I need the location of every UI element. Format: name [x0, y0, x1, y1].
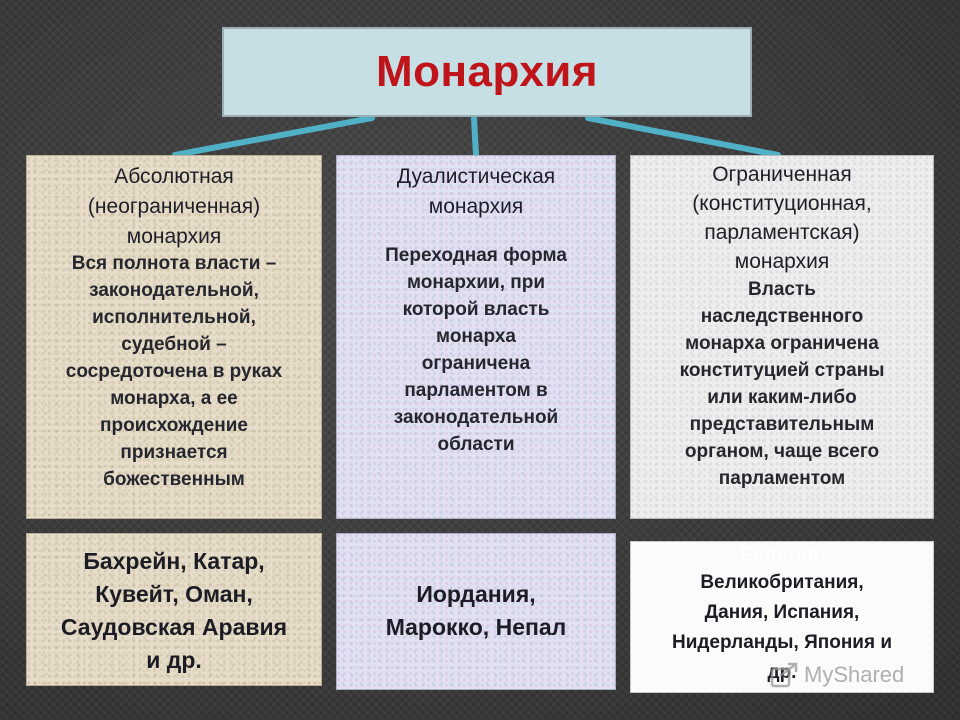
example-line: Бахрейн, Катар, — [83, 548, 265, 574]
limited-description — [631, 276, 933, 492]
heading-line: монархия — [126, 225, 222, 248]
description-line: Переходная форма — [385, 245, 567, 266]
description-line: Вся полнота власти – — [71, 253, 277, 274]
description-line: признается — [120, 442, 228, 463]
example-line: Кувейт, Оман, — [95, 581, 253, 607]
heading-line: монархия — [734, 250, 830, 273]
connector-left — [175, 118, 372, 155]
example-line: Великобритания, — [700, 572, 864, 593]
description-line: Власть — [748, 279, 816, 300]
description-line: божественным — [103, 469, 245, 490]
limited-monarchy-box — [630, 155, 934, 519]
example-line: др. — [767, 662, 797, 683]
heading-line: (неограниченная) — [87, 195, 261, 218]
example-line: Саудовская Аравия — [60, 614, 288, 640]
example-line: Нидерланды, Япония и — [671, 632, 893, 653]
description-line: представительным — [689, 414, 875, 435]
example-line: и др. — [146, 647, 202, 673]
description-line: монарха — [436, 326, 516, 347]
heading-line: монархия — [428, 195, 524, 218]
limited-heading — [631, 160, 933, 276]
heading-line: парламентская) — [704, 221, 860, 244]
diagram-title: Монархия — [375, 47, 599, 96]
description-line: парламентом — [718, 468, 846, 489]
absolute-examples — [27, 545, 321, 677]
example-line: Иордания, — [416, 581, 536, 607]
title-box — [222, 27, 752, 117]
heading-line: Ограниченная — [712, 163, 852, 186]
description-line: органом, чаще всего — [684, 441, 880, 462]
description-line: монарха, а ее — [110, 388, 238, 409]
description-line: которой власть — [402, 299, 550, 320]
description-line: наследственного — [700, 306, 864, 327]
description-line: законодательной, — [89, 280, 259, 301]
description-line: законодательной — [393, 407, 559, 428]
example-line: Марокко, Непал — [385, 614, 567, 640]
description-line: конституцией страны — [679, 360, 885, 381]
description-line: монархии, при — [406, 272, 546, 293]
description-line: или каким-либо — [707, 387, 857, 408]
heading-line: Дуалистическая — [396, 165, 556, 188]
absolute-monarchy-box — [26, 155, 322, 519]
dualistic-description — [337, 242, 615, 458]
description-line: происхождение — [100, 415, 248, 436]
absolute-examples-box — [26, 533, 322, 686]
dualistic-examples-box — [336, 533, 616, 690]
description-line: ограничена — [421, 353, 531, 374]
description-line: исполнительной, — [92, 307, 256, 328]
watermark-text: MyShared — [804, 662, 905, 687]
description-line: области — [437, 434, 515, 455]
connector-right — [588, 118, 778, 155]
description-line: монарха ограничена — [685, 333, 879, 354]
dualistic-monarchy-box — [336, 155, 616, 519]
example-line-faded: Бельгия, — [740, 545, 824, 566]
heading-line: Абсолютная — [114, 165, 234, 188]
description-line: парламентом в — [404, 380, 548, 401]
watermark — [770, 660, 904, 690]
heading-line: (конституционная, — [692, 192, 872, 215]
absolute-heading — [27, 162, 321, 252]
example-line: Дания, Испания, — [704, 602, 860, 623]
dualistic-examples — [337, 578, 615, 644]
description-line: сосредоточена в руках — [65, 361, 283, 382]
description-line: судебной – — [121, 334, 227, 355]
connector-center — [474, 118, 476, 155]
myshared-logo-icon — [770, 662, 800, 688]
absolute-description — [27, 250, 321, 493]
dualistic-heading — [337, 162, 615, 222]
